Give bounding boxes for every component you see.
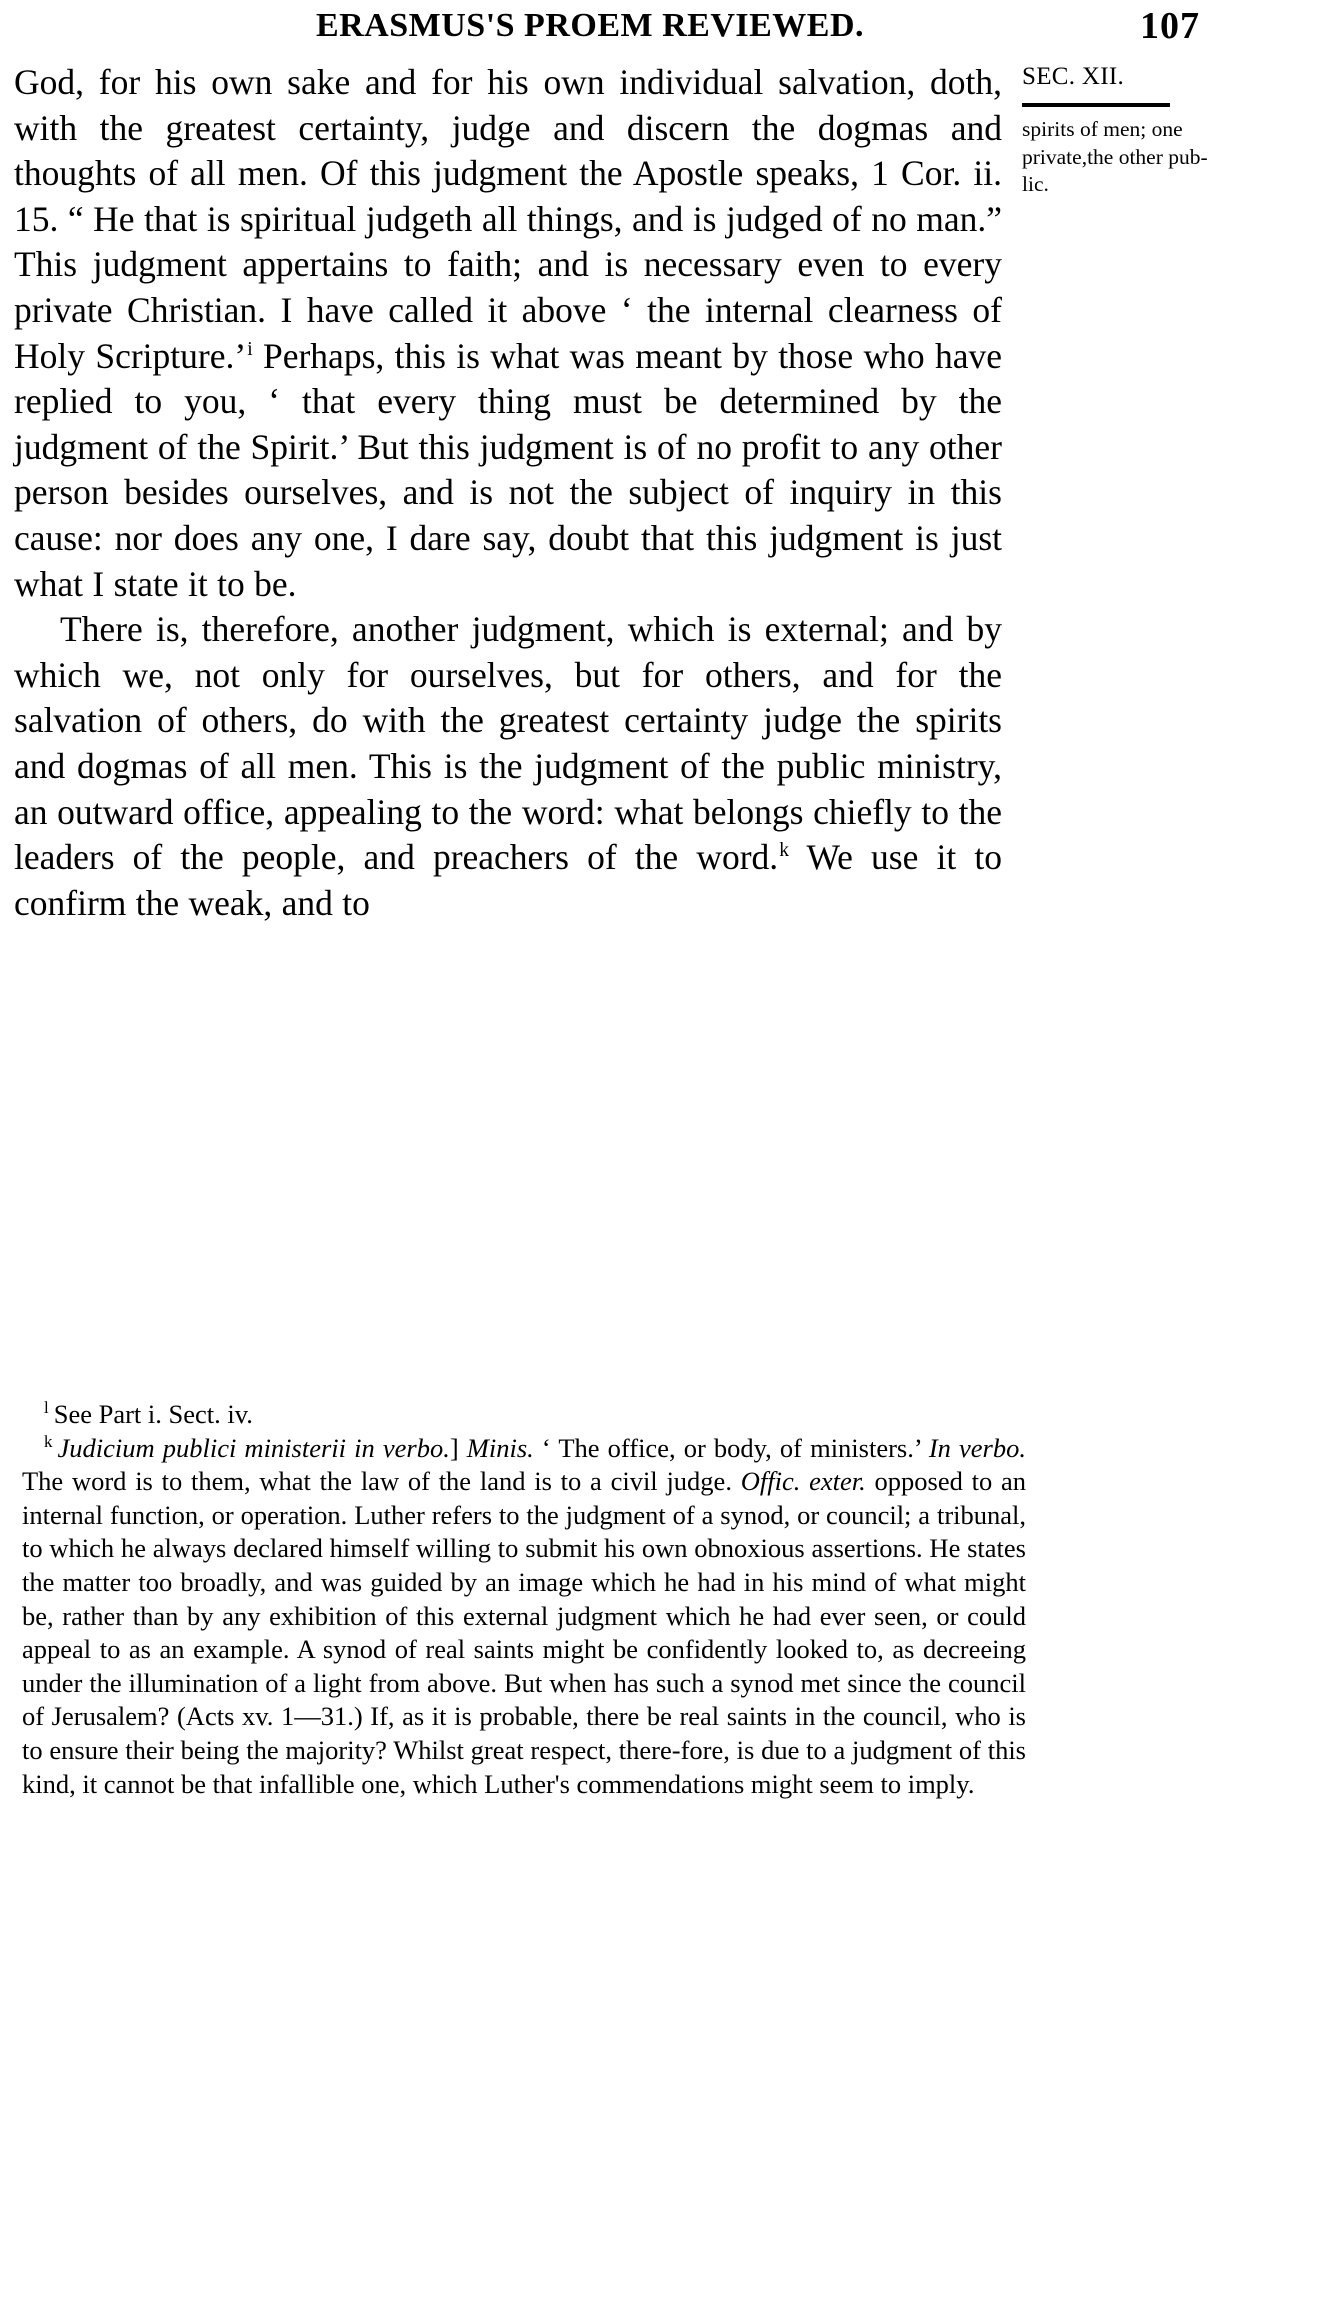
footnote-mark-k: k xyxy=(44,1431,53,1451)
footnote-block xyxy=(22,1398,1026,1801)
margin-rule xyxy=(1022,103,1170,107)
footnote-mark-l: l xyxy=(44,1398,49,1418)
paragraph-one-text-a: God, for his own sake and for his own individual salvation, doth, with the greatest certainty, judge and discern the dogmas and thoughts of all men. Of this judgment the Apostle speaks, 1 Cor. ii. 15. “ He that is spiritual judgeth all things, and is judged of no man.” This judgment appertains to faith; and is necessary even to every private Christian. I have called it above ‘ the internal clearness of Holy Scripture.’ xyxy=(14,62,1002,376)
footnote-roman-run: opposed to an internal function, or operation. Luther refers to the judgment of a synod, or council; a tribunal, to which he always declared himself willing to submit his own obnoxious assertions. He states the matter too broadly, and was guided by an image which he had in his mind of what might be, rather than by any exhibition of this external judgment which he had ever seen, or could appeal to as an example. A synod of real saints might be confidently looked to, as decreeing under the illumination of a light from above. But when has such a synod met since the council of Jerusalem? (Acts xv. 1—31.) If, as it is probable, there be real saints in the council, who is to ensure their being the majority? Whilst great respect, there-fore, is due to a judgment of this kind, it cannot be that infallible one, which Luther's commendations might seem to imply. xyxy=(22,1466,1027,1799)
footnote-italic-run: Minis. xyxy=(466,1432,534,1463)
footnote-roman-run: ‘ The office, or body, of ministers.’ xyxy=(533,1432,929,1463)
page-title: ERASMUS'S PROEM REVIEWED. xyxy=(315,7,865,44)
page-number: 107 xyxy=(1140,5,1200,47)
footnote-roman-run: ] xyxy=(449,1432,467,1463)
footnote-roman-run: The word is to them, what the law of the land is to a civil judge. xyxy=(22,1466,741,1497)
margin-shoulder-note xyxy=(1022,60,1218,199)
paragraph-two xyxy=(14,607,1002,926)
footnote-roman-run: See Part i. Sect. iv. xyxy=(53,1399,253,1429)
paragraph-one xyxy=(14,60,1002,607)
footnote-l-text xyxy=(54,1399,253,1429)
margin-note-text: spirits of men; one private,the other pub-lic. xyxy=(1022,117,1208,196)
paragraph-two-text-b: We use it to confirm the weak, and to xyxy=(14,837,1002,923)
footnote-k xyxy=(22,1432,1026,1802)
running-head xyxy=(0,4,1328,52)
footnote-ref-i[interactable]: i xyxy=(247,338,253,360)
main-text-column xyxy=(14,60,1002,926)
paragraph-one-text-b: Perhaps, this is what was meant by those who have replied to you, ‘ that every thing must be determined by the judgment of the Spirit.’ But this judgment is of no profit to any other person besides ourselves, and is not the subject of inquiry in this cause: nor does any one, I dare say, doubt that this judgment is just what I state it to be. xyxy=(14,335,1002,604)
footnote-italic-run: In verbo. xyxy=(928,1432,1026,1463)
footnote-italic-run: Offic. exter. xyxy=(740,1466,866,1497)
footnote-k-text xyxy=(22,1433,1026,1799)
paragraph-two-text-a: There is, therefore, another judgment, which is external; and by which we, not only for ourselves, but for others, and for the salvation of others, do with the greatest certainty judge the spirits and dogmas of all men. This is the judgment of the public ministry, an outward office, appealing to the word: what belongs chiefly to the leaders of the people, and preachers of the word. xyxy=(14,609,1002,878)
section-label: SEC. XII. xyxy=(1022,63,1125,90)
footnote-ref-k[interactable]: k xyxy=(779,840,789,862)
footnote-l xyxy=(22,1398,1026,1432)
footnote-italic-run: Judicium publici ministerii in verbo. xyxy=(57,1432,450,1463)
